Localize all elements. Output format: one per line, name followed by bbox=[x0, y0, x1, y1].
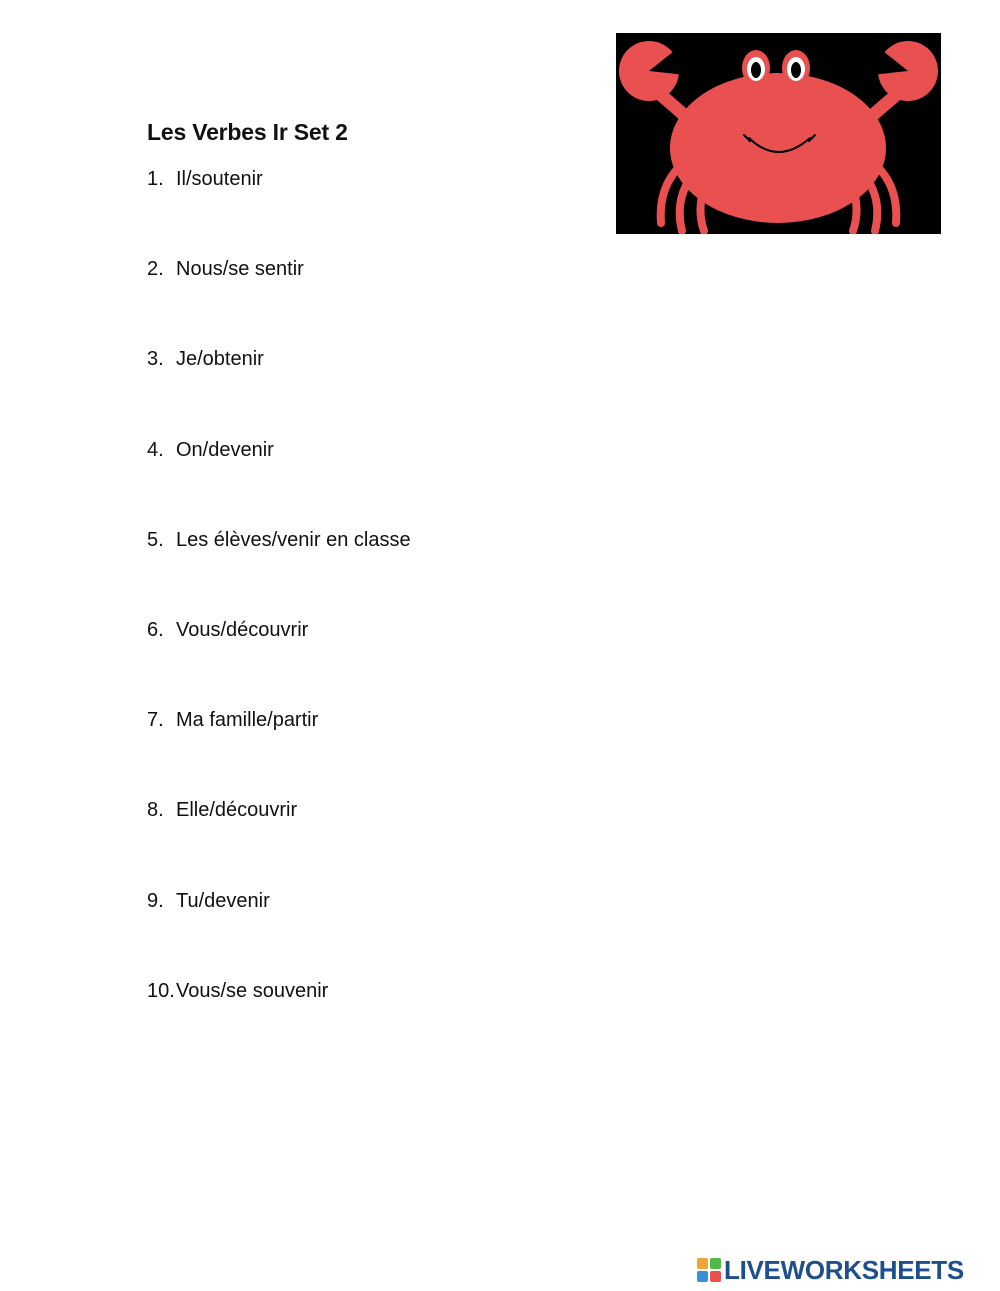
item-number: 1. bbox=[147, 168, 164, 190]
list-item bbox=[147, 978, 411, 1068]
item-text: Elle/découvrir bbox=[176, 799, 298, 822]
item-text: Vous/découvrir bbox=[176, 618, 309, 641]
item-number: 4. bbox=[147, 438, 164, 461]
exercise-list bbox=[147, 166, 411, 1068]
crab-illustration bbox=[616, 33, 941, 234]
item-text: Tu/devenir bbox=[176, 889, 270, 912]
item-text: Nous/se sentir bbox=[176, 258, 304, 281]
item-number: 10. bbox=[147, 979, 175, 1002]
item-text: Les élèves/venir en classe bbox=[176, 528, 411, 551]
list-item bbox=[147, 256, 411, 346]
crab-icon bbox=[616, 33, 941, 234]
item-text: Il/soutenir bbox=[176, 168, 263, 190]
list-item bbox=[147, 346, 411, 436]
item-text: Je/obtenir bbox=[176, 348, 264, 371]
item-text: Ma famille/partir bbox=[176, 709, 319, 732]
item-number: 2. bbox=[147, 258, 164, 281]
brand-name: LIVEWORKSHEETS bbox=[724, 1254, 964, 1285]
list-item bbox=[147, 617, 411, 707]
item-text: Vous/se souvenir bbox=[176, 979, 329, 1002]
list-item bbox=[147, 527, 411, 617]
item-number: 6. bbox=[147, 618, 164, 641]
list-item bbox=[147, 797, 411, 887]
item-number: 7. bbox=[147, 709, 164, 732]
list-item bbox=[147, 707, 411, 797]
worksheet-title: Les Verbes Ir Set 2 bbox=[147, 119, 348, 145]
liveworksheets-icon bbox=[697, 1258, 721, 1282]
liveworksheets-logo bbox=[697, 1254, 964, 1285]
item-number: 8. bbox=[147, 799, 164, 822]
item-number: 9. bbox=[147, 889, 164, 912]
item-number: 5. bbox=[147, 528, 164, 551]
item-number: 3. bbox=[147, 348, 164, 371]
list-item bbox=[147, 166, 411, 256]
list-item bbox=[147, 437, 411, 527]
item-text: On/devenir bbox=[176, 438, 274, 461]
list-item bbox=[147, 888, 411, 978]
